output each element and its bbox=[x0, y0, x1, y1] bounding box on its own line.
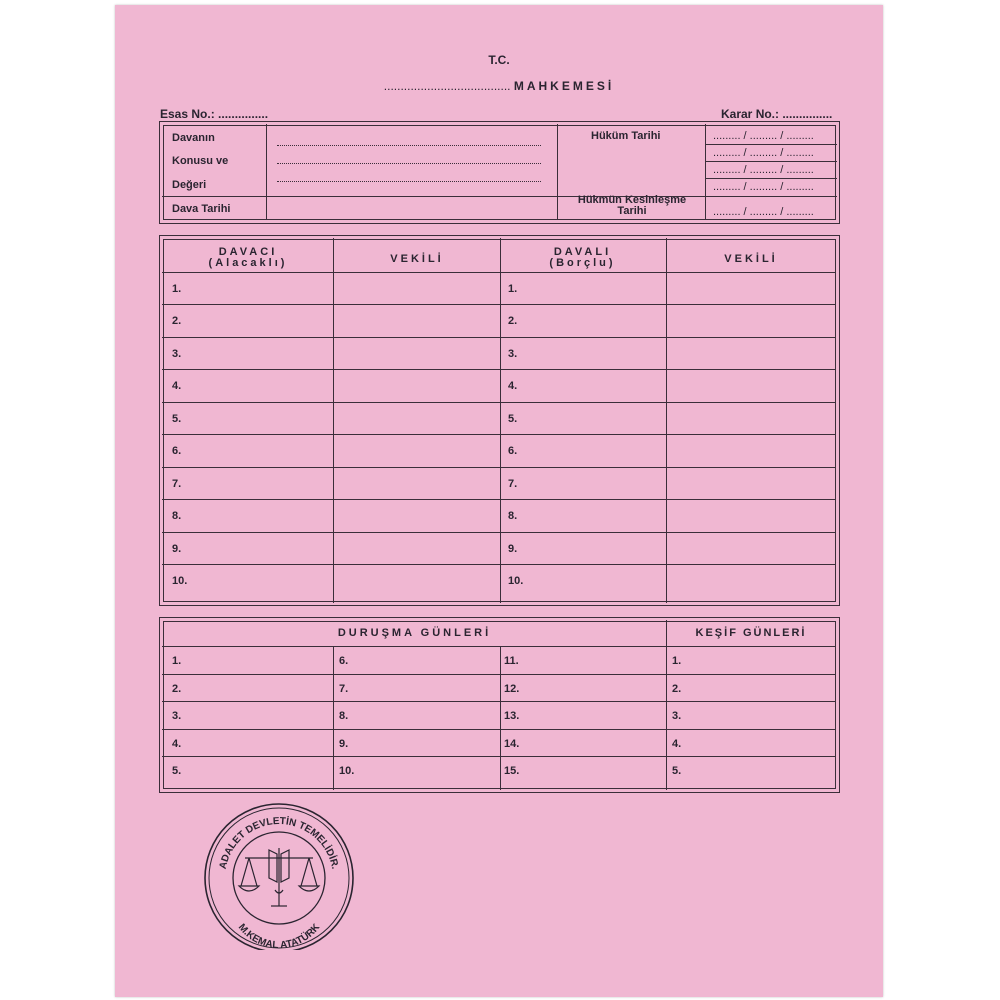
davali-vekili-header: VEKİLİ bbox=[724, 253, 778, 265]
date-line-4 bbox=[705, 196, 837, 197]
hearing-col1-number: 1. bbox=[172, 655, 182, 667]
davali-row-number: 3. bbox=[508, 348, 518, 360]
parties-row-divider bbox=[162, 467, 835, 468]
hukmun-kesinlesme-line2: Tarihi bbox=[617, 205, 647, 217]
date-line-1 bbox=[705, 144, 837, 145]
parties-col-divider bbox=[333, 238, 334, 603]
borclu-label: (Borçlu) bbox=[549, 257, 616, 269]
hukum-tarihi-label: Hüküm Tarihi bbox=[591, 130, 661, 142]
parties-row-divider bbox=[162, 402, 835, 403]
hearing-col3-number: 14. bbox=[504, 738, 520, 750]
hearing-col4-number: 1. bbox=[672, 655, 682, 667]
hearing-row-divider bbox=[162, 729, 835, 730]
date-field-1[interactable]: ......... / ......... / ......... bbox=[713, 130, 814, 142]
parties-row-divider bbox=[162, 337, 835, 338]
konusu-label: Konusu ve bbox=[172, 155, 229, 167]
hearing-row-divider bbox=[162, 756, 835, 757]
kesif-gunleri-header: KEŞİF GÜNLERİ bbox=[695, 627, 807, 639]
davaci-header bbox=[163, 247, 333, 269]
hearing-col4-number: 5. bbox=[672, 765, 682, 777]
davaci-row-number: 10. bbox=[172, 575, 188, 587]
davaci-label: DAVACI bbox=[218, 246, 278, 258]
parties-row-divider bbox=[162, 369, 835, 370]
subject-line-1[interactable] bbox=[277, 145, 541, 146]
hearing-col2-number: 8. bbox=[339, 710, 349, 722]
davali-label: DAVALI bbox=[553, 246, 612, 258]
date-field-3[interactable]: ......... / ......... / ......... bbox=[713, 164, 814, 176]
seal-top-text: ADALET DEVLETİN TEMELİDİR. bbox=[217, 815, 341, 871]
hearing-col-divider bbox=[333, 646, 334, 790]
hukmun-kesinlesme-label bbox=[558, 195, 706, 217]
davanin-label: Davanın bbox=[172, 132, 215, 144]
davaci-row-number: 4. bbox=[172, 380, 182, 392]
hearing-col2-number: 10. bbox=[339, 765, 355, 777]
parties-col-divider bbox=[500, 238, 501, 603]
hearing-col1-number: 5. bbox=[172, 765, 182, 777]
hearing-col1-number: 4. bbox=[172, 738, 182, 750]
hearing-col-divider bbox=[500, 646, 501, 790]
hearing-row-divider bbox=[162, 674, 835, 675]
date-line-2 bbox=[705, 161, 837, 162]
davali-row-number: 4. bbox=[508, 380, 518, 392]
davali-row-number: 1. bbox=[508, 283, 518, 295]
parties-row-divider bbox=[162, 499, 835, 500]
hearing-row-divider bbox=[162, 646, 835, 647]
hearing-col4-number: 3. bbox=[672, 710, 682, 722]
esas-no-field: Esas No.: ............... bbox=[160, 107, 269, 121]
degeri-label: Değeri bbox=[172, 179, 207, 191]
subject-line-3[interactable] bbox=[277, 181, 541, 182]
davaci-row-number: 2. bbox=[172, 315, 182, 327]
davali-row-number: 9. bbox=[508, 543, 518, 555]
court-name-label: MAHKEMESİ bbox=[513, 79, 615, 93]
parties-row-divider bbox=[162, 564, 835, 565]
davali-row-number: 2. bbox=[508, 315, 518, 327]
subject-line-2[interactable] bbox=[277, 163, 541, 164]
hearing-col2-number: 7. bbox=[339, 683, 349, 695]
hearing-row-divider bbox=[162, 701, 835, 702]
dava-tarihi-label: Dava Tarihi bbox=[172, 203, 231, 215]
davaci-row-number: 3. bbox=[172, 348, 182, 360]
hearing-col2-number: 6. bbox=[339, 655, 349, 667]
info-h-line-mid bbox=[267, 196, 557, 197]
parties-row-divider bbox=[162, 272, 835, 273]
parties-row-divider bbox=[162, 304, 835, 305]
davaci-row-number: 1. bbox=[172, 283, 182, 295]
date-field-4[interactable]: ......... / ......... / ......... bbox=[713, 181, 814, 193]
hukmun-kesinlesme-line1: Hükmün Kesinleşme bbox=[577, 194, 687, 206]
hearing-col4-number: 2. bbox=[672, 683, 682, 695]
hearing-col2-number: 9. bbox=[339, 738, 349, 750]
hearing-col3-number: 11. bbox=[504, 655, 519, 667]
tc-title: T.C. bbox=[488, 53, 510, 67]
date-line-3 bbox=[705, 178, 837, 179]
parties-col-divider bbox=[666, 238, 667, 603]
davali-row-number: 7. bbox=[508, 478, 518, 490]
info-divider-1 bbox=[266, 124, 267, 220]
davali-row-number: 10. bbox=[508, 575, 524, 587]
davaci-row-number: 8. bbox=[172, 510, 182, 522]
hearing-col4-number: 4. bbox=[672, 738, 682, 750]
adalet-seal bbox=[199, 800, 359, 950]
date-field-2[interactable]: ......... / ......... / ......... bbox=[713, 147, 814, 159]
davaci-row-number: 7. bbox=[172, 478, 182, 490]
hearing-col1-number: 2. bbox=[172, 683, 182, 695]
seal-bottom-text: M.KEMAL ATATÜRK bbox=[235, 921, 323, 950]
hearing-col3-number: 12. bbox=[504, 683, 520, 695]
davali-row-number: 6. bbox=[508, 445, 518, 457]
davaci-row-number: 5. bbox=[172, 413, 182, 425]
info-h-line-left bbox=[162, 196, 267, 197]
karar-no-field: Karar No.: ............... bbox=[721, 107, 833, 121]
court-file-cover bbox=[115, 5, 883, 997]
parties-row-divider bbox=[162, 434, 835, 435]
court-name-line bbox=[115, 79, 883, 93]
davali-header bbox=[500, 247, 665, 269]
davaci-vekili-header: VEKİLİ bbox=[390, 253, 444, 265]
parties-row-divider bbox=[162, 532, 835, 533]
hearing-col1-number: 3. bbox=[172, 710, 182, 722]
durusma-gunleri-header: DURUŞMA GÜNLERİ bbox=[337, 627, 492, 639]
davali-row-number: 5. bbox=[508, 413, 518, 425]
davaci-row-number: 6. bbox=[172, 445, 182, 457]
davali-row-number: 8. bbox=[508, 510, 518, 522]
court-name-dots: ...................................... bbox=[383, 79, 511, 93]
hearing-col3-number: 13. bbox=[504, 710, 520, 722]
date-field-5[interactable]: ......... / ......... / ......... bbox=[713, 206, 814, 218]
hearing-col3-number: 15. bbox=[504, 765, 520, 777]
davaci-row-number: 9. bbox=[172, 543, 182, 555]
scales-of-justice-icon bbox=[239, 848, 319, 906]
alacakli-label: (Alacaklı) bbox=[208, 257, 288, 269]
